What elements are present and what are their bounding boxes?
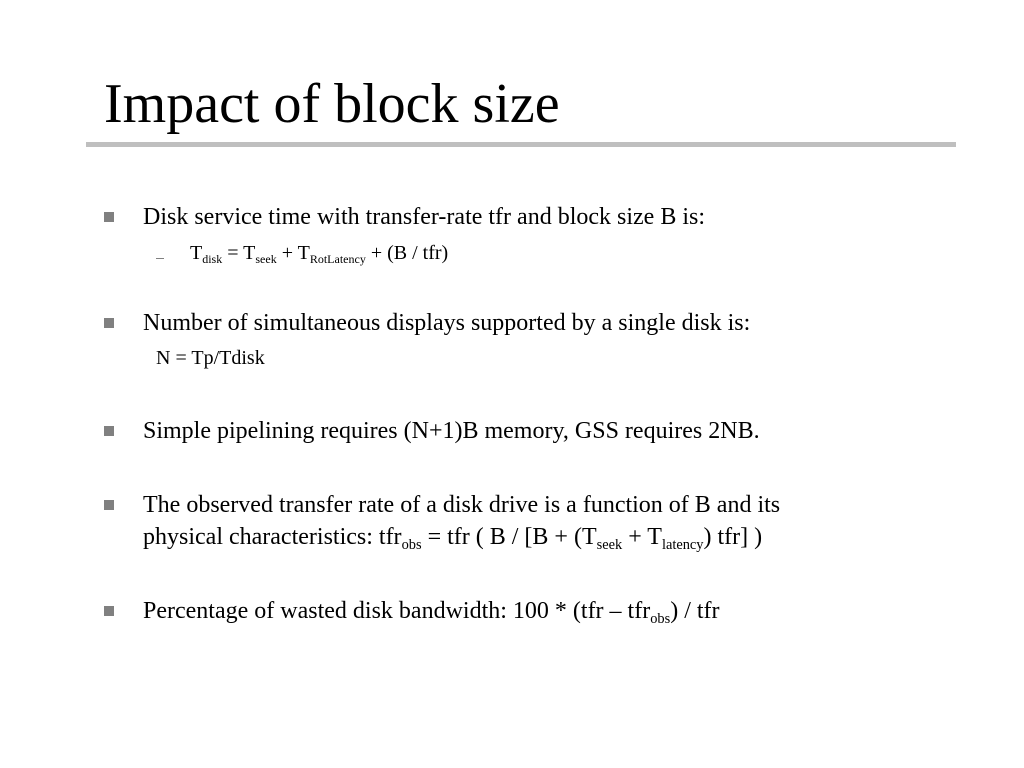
text-part: Percentage of wasted disk bandwidth: 100 * (tfr – tfr (143, 598, 651, 624)
text-part: physical characteristics: tfr (143, 524, 402, 550)
formula-subscript: RotLatency (309, 251, 366, 266)
text-part: ) tfr] ) (703, 524, 763, 550)
text-part: + T (622, 524, 662, 550)
bullet-text: Disk service time with transfer-rate tfr and block size B is: (143, 204, 706, 230)
square-bullet-icon (104, 426, 114, 436)
title-divider (86, 142, 956, 147)
bullet-line (143, 521, 943, 553)
formula-subscript: obs (650, 610, 671, 627)
formula-subscript: disk (202, 251, 223, 266)
formula-subscript: obs (401, 536, 422, 553)
square-bullet-icon (104, 500, 114, 510)
formula-subscript: seek (255, 251, 277, 266)
formula-part: = T (222, 242, 256, 264)
formula-disk-time (190, 240, 448, 266)
square-bullet-icon (104, 318, 114, 328)
square-bullet-icon (104, 606, 114, 616)
bullet-text (143, 489, 943, 553)
bullet-text: Number of simultaneous displays supported by a single disk is: (143, 310, 751, 336)
bullet-text: Simple pipelining requires (N+1)B memory, GSS requires 2NB. (143, 418, 760, 444)
formula-part: + (B / tfr) (365, 242, 449, 264)
bullet-text (143, 595, 943, 627)
formula-subscript: seek (596, 536, 623, 553)
formula-subscript: latency (661, 536, 704, 553)
square-bullet-icon (104, 212, 114, 222)
slide-title: Impact of block size (104, 73, 560, 135)
formula-part: + T (276, 242, 310, 264)
text-part: = tfr ( B / [B + (T (421, 524, 597, 550)
text-part: ) / tfr (670, 598, 720, 624)
dash-bullet-icon (156, 258, 164, 259)
formula-n: N = Tp/Tdisk (156, 347, 265, 369)
formula-part: T (190, 242, 203, 264)
bullet-line: The observed transfer rate of a disk drive is a function of B and its (143, 492, 781, 518)
